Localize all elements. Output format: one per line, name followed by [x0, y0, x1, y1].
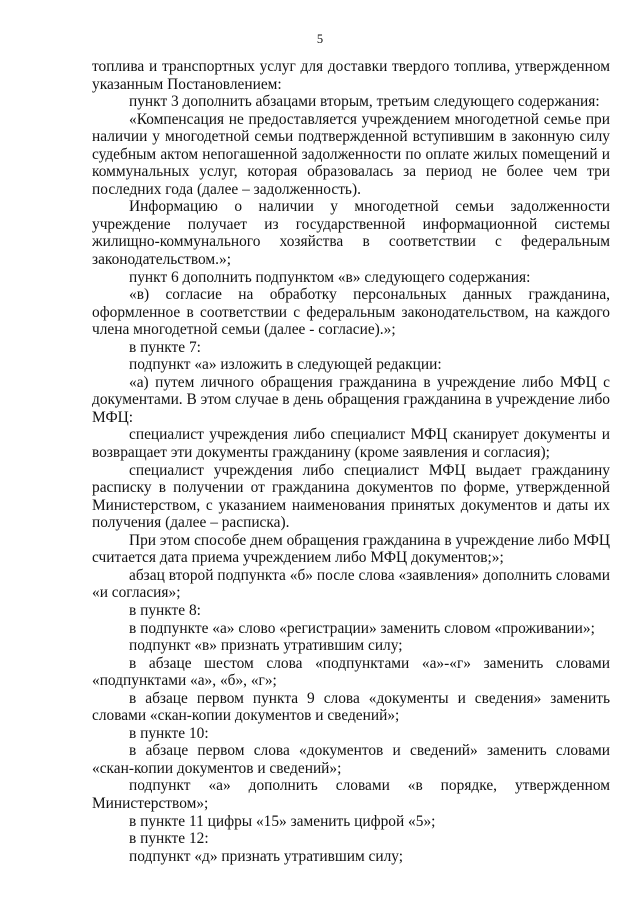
paragraph: в пункте 12:	[129, 830, 209, 848]
paragraph: специалист учреждения либо специалист МФЦ сканирует документы и возвращает эти документы гражданину (кроме заявления и согласия);	[92, 426, 610, 462]
paragraph: подпункт «д» признать утратившим силу;	[129, 847, 404, 865]
paragraph: «в) согласие на обработку персональных данных гражданина, оформленное в соответствии с федеральным законодательством, на каждого члена многодетной семьи (далее - согласие).»;	[92, 286, 610, 339]
paragraph: в пункте 8:	[129, 601, 201, 619]
page-number: 5	[316, 32, 324, 46]
paragraph: пункт 3 дополнить абзацами вторым, третьим следующего содержания:	[129, 93, 600, 111]
paragraph: Информацию о наличии у многодетной семьи задолженности учреждение получает из государственной информационной системы жилищно-коммунального хозяйства в соответствии с федеральным законодательством.»;	[92, 198, 610, 269]
paragraph: подпункт «а» изложить в следующей редакции:	[129, 356, 442, 374]
paragraph: специалист учреждения либо специалист МФЦ выдает гражданину расписку в получении от гражданина документов по форме, утвержденной Министерством, с указанием наименования принятых документов и даты их получения (далее – расписка).	[92, 461, 610, 532]
paragraph: в подпункте «а» слово «регистрации» заменить словом «проживании»;	[129, 619, 595, 637]
paragraph: в пункте 10:	[129, 724, 209, 742]
document-body	[92, 58, 610, 865]
paragraph: «Компенсация не предоставляется учреждением многодетной семье при наличии у многодетной семьи подтвержденной вступившим в законную силу судебным актом непогашенной задолженности по оплате жилых помещений и коммунальных услуг, которая образовалась за период не более чем три последних года (далее – задолженность).	[92, 110, 610, 198]
paragraph: пункт 6 дополнить подпунктом «в» следующего содержания:	[129, 268, 531, 286]
paragraph: абзац второй подпункта «б» после слова «заявления» дополнить словами «и согласия»;	[92, 566, 610, 602]
paragraph: При этом способе днем обращения гражданина в учреждение либо МФЦ считается дата приема учреждением либо МФЦ документов;»;	[92, 531, 610, 567]
paragraph: топлива и транспортных услуг для доставки твердого топлива, утвержденном указанным Постановлением:	[92, 58, 610, 93]
paragraph: в абзаце первом слова «документов и сведений» заменить словами «скан-копии документов и сведений»;	[92, 742, 610, 777]
paragraph: подпункт «а» дополнить словами «в порядке, утвержденном Министерством»;	[92, 777, 610, 812]
paragraph: в пункте 11 цифры «15» заменить цифрой «5»;	[129, 812, 436, 830]
paragraph: подпункт «в» признать утратившим силу;	[129, 637, 403, 655]
paragraph: в абзаце шестом слова «подпунктами «а»-«г» заменить словами «подпунктами «а», «б», «г»;	[92, 654, 610, 690]
paragraph: в пункте 7:	[129, 338, 201, 356]
paragraph: «а) путем личного обращения гражданина в учреждение либо МФЦ с документами. В этом случае в день обращения гражданина в учреждение либо МФЦ:	[92, 373, 610, 426]
paragraph: в абзаце первом пункта 9 слова «документы и сведения» заменить словами «скан-копии документов и сведений»;	[92, 689, 610, 725]
